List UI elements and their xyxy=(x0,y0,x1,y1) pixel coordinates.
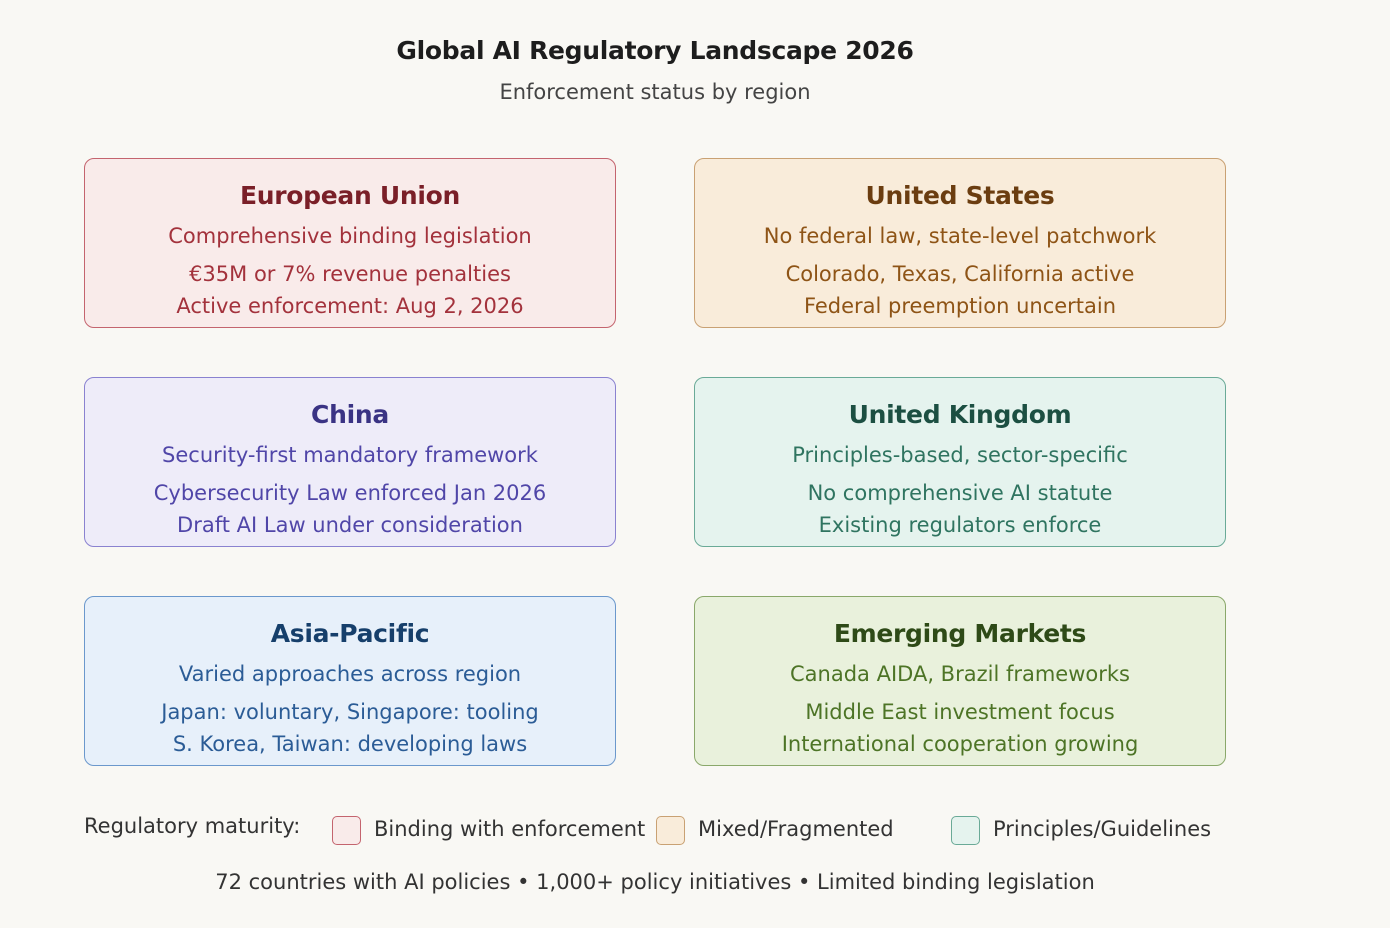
diagram-title: Global AI Regulatory Landscape 2026 xyxy=(396,36,914,65)
legend-label: Regulatory maturity: xyxy=(84,814,301,838)
region-detail-line: Japan: voluntary, Singapore: tooling xyxy=(161,700,539,724)
region-detail-line: Existing regulators enforce xyxy=(818,513,1102,537)
legend-item-binding: Binding with enforcement xyxy=(374,817,646,841)
legend-swatch-mixed xyxy=(656,816,685,845)
region-detail-line: Varied approaches across region xyxy=(178,662,522,686)
region-name: United Kingdom xyxy=(848,400,1072,429)
region-detail-line: Active enforcement: Aug 2, 2026 xyxy=(176,294,524,318)
region-card-united-states xyxy=(694,158,1226,328)
region-detail-line: Security-first mandatory framework xyxy=(162,443,538,467)
region-card-european-union xyxy=(84,158,616,328)
region-card-china xyxy=(84,377,616,547)
region-detail-line: Colorado, Texas, California active xyxy=(785,262,1135,286)
region-card-emerging-markets xyxy=(694,596,1226,766)
region-detail-line: Middle East investment focus xyxy=(805,700,1115,724)
legend-item-principles: Principles/Guidelines xyxy=(993,817,1212,841)
region-detail-line: Federal preemption uncertain xyxy=(803,294,1117,318)
region-detail-line: S. Korea, Taiwan: developing laws xyxy=(172,732,528,756)
region-detail-line: Principles-based, sector-specific xyxy=(792,443,1128,467)
legend-swatch-principles xyxy=(951,816,980,845)
region-detail-line: No comprehensive AI statute xyxy=(807,481,1113,505)
footer-stats: 72 countries with AI policies • 1,000+ policy initiatives • Limited binding legislation xyxy=(215,870,1095,894)
region-name: United States xyxy=(865,181,1055,210)
region-detail-line: No federal law, state-level patchwork xyxy=(763,224,1157,248)
region-name: Emerging Markets xyxy=(833,619,1087,648)
legend-swatch-binding xyxy=(332,816,361,845)
region-detail-line: International cooperation growing xyxy=(781,732,1139,756)
region-detail-line: Cybersecurity Law enforced Jan 2026 xyxy=(153,481,547,505)
diagram-subtitle: Enforcement status by region xyxy=(499,80,811,104)
region-detail-line: Comprehensive binding legislation xyxy=(168,224,532,248)
region-detail-line: €35M or 7% revenue penalties xyxy=(189,262,511,286)
region-name: Asia-Pacific xyxy=(270,619,430,648)
region-name: China xyxy=(311,400,389,429)
legend-item-mixed: Mixed/Fragmented xyxy=(698,817,894,841)
region-detail-line: Canada AIDA, Brazil frameworks xyxy=(790,662,1130,686)
region-card-asia-pacific xyxy=(84,596,616,766)
region-card-united-kingdom xyxy=(694,377,1226,547)
region-detail-line: Draft AI Law under consideration xyxy=(177,513,523,537)
region-name: European Union xyxy=(239,181,461,210)
